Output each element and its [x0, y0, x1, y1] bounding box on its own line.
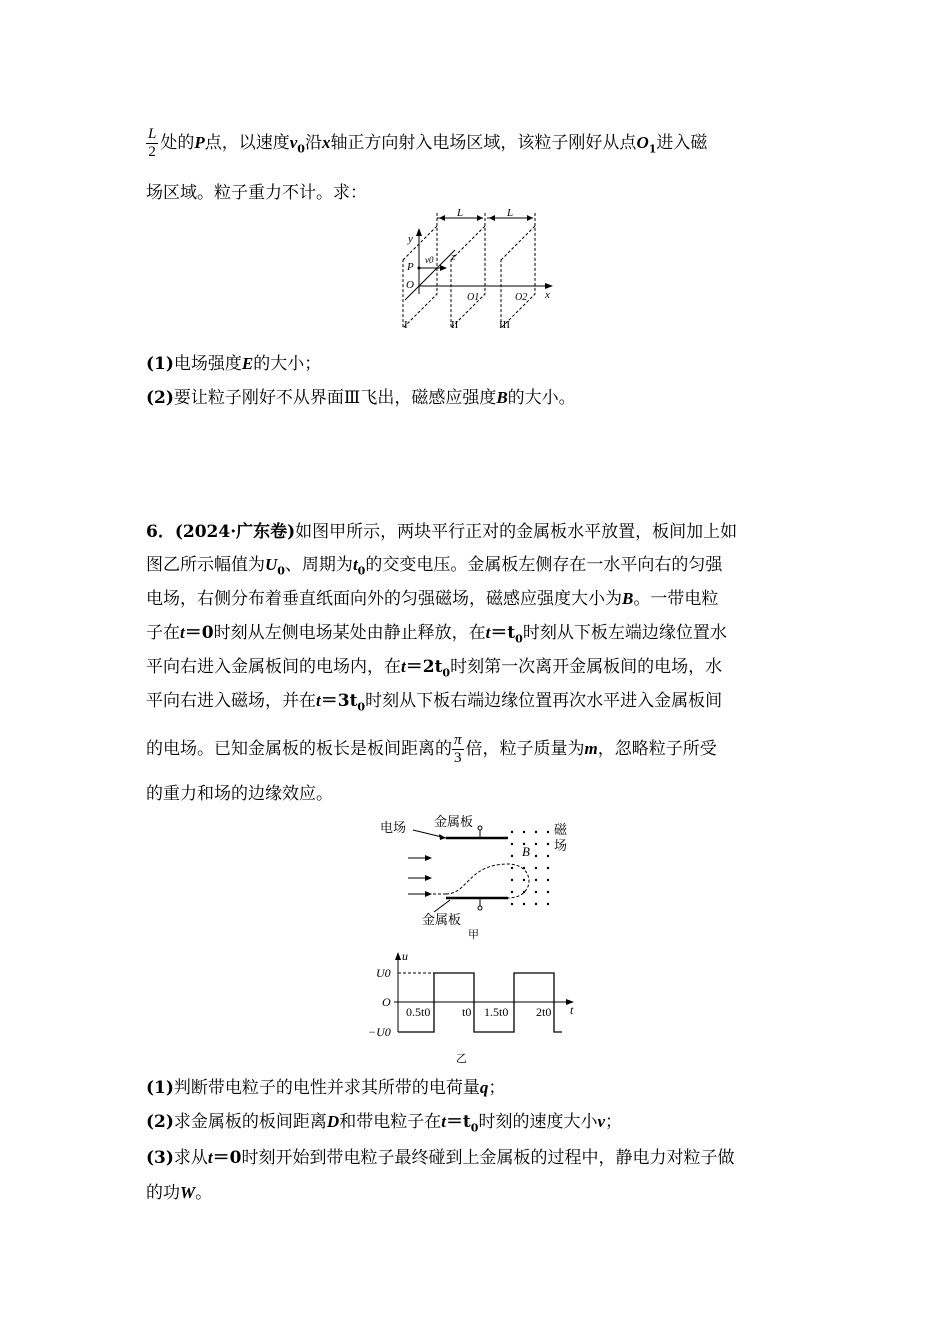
- p6-question-3-line2: 的功W。: [146, 1183, 213, 1203]
- label-efield: 电场: [380, 821, 407, 836]
- negU0-label: −U0: [368, 1025, 391, 1039]
- p6-line1: 6．(2024·广东卷)如图甲所示，两块平行正对的金属板水平放置，板间加上如: [146, 522, 738, 542]
- fig-jia-diagram: [378, 812, 578, 940]
- label-O: O: [406, 279, 414, 291]
- axis-t-label: t: [570, 1003, 574, 1017]
- label-P: P: [407, 261, 414, 273]
- magnetic-field-dots: [511, 831, 549, 905]
- p6-line4: 子在t＝0时刻从左侧电场某处由静止释放，在$t=t_0$时刻从下板左端边缘位置水: [146, 623, 727, 646]
- p6-question-3: (3)求从t＝0时刻开始到带电粒子最终碰到上金属板的过程中，静电力对粒子做: [146, 1148, 735, 1168]
- U0-label: U0: [376, 966, 391, 980]
- tick-0.5t0: 0.5t0: [406, 1005, 431, 1019]
- label-plate-bottom: 金属板: [422, 913, 462, 928]
- label-v0: v0: [425, 255, 434, 265]
- tick-t0: t0: [462, 1005, 472, 1019]
- p6-line8: 的重力和场的边缘效应。: [146, 784, 333, 804]
- label-O1: O1: [467, 292, 480, 303]
- label-z: z: [451, 251, 456, 263]
- label-L1: L: [457, 208, 464, 219]
- label-L2: L: [507, 208, 514, 219]
- label-mag-2: 场: [554, 839, 568, 854]
- p6-line7: 的电场。已知金属板的板长是板间距离的 $\frac{\pi}{3}$ 倍，粒子质量为m，忽略粒子所受: [146, 732, 717, 766]
- p6-line2: 图乙所示幅值为$U_0$、周期为$t_0$的交变电压。金属板左侧存在一水平向右的匀强: [146, 555, 723, 578]
- caption-jia: 甲: [468, 928, 479, 940]
- label-plate-top: 金属板: [434, 815, 474, 830]
- fraction-pi-over-3: $\frac{\pi}{3}$: [454, 732, 462, 766]
- p6-line5: 平向右进入金属板间的电场内，在$t=2t_0$时刻第一次离开金属板间的电场，水: [146, 657, 723, 680]
- fig-yi-voltage-graph: [366, 950, 580, 1068]
- p6-question-2: (2)求金属板的板间距离D和带电粒子在$t=t_0$时刻的速度大小v；: [146, 1112, 622, 1135]
- p5-question-1: (1)电场强度E的大小；: [146, 354, 322, 374]
- p5-intro-line2: 场区域。粒子重力不计。求：: [146, 183, 367, 203]
- p5-intro-line1: $\frac{L}{2}$ 处的P点，以速度$v_0$沿x轴正方向射入电场区域，该粒子刚好从点$O_1$进入磁: [148, 126, 708, 160]
- label-B: B: [522, 844, 530, 859]
- axis-u-label: u: [402, 950, 408, 963]
- label-O2: O2: [515, 292, 528, 303]
- p5-field-diagram: [395, 208, 560, 340]
- label-plane-II: II: [451, 319, 459, 331]
- p6-line3: 电场，右侧分布着垂直纸面向外的匀强磁场，磁感应强度大小为B。一带电粒: [146, 589, 719, 609]
- origin-label: O: [382, 995, 391, 1009]
- p6-line6: 平向右进入磁场，并在$t=3t_0$时刻从下板右端边缘位置再次水平进入金属板间: [146, 691, 723, 714]
- label-y: y: [408, 233, 413, 245]
- caption-yi: 乙: [456, 1052, 467, 1065]
- p6-question-1: (1)判断带电粒子的电性并求其所带的电荷量q；: [146, 1078, 506, 1098]
- label-x: x: [545, 289, 550, 301]
- label-mag-1: 磁: [554, 823, 568, 838]
- tick-2t0: 2t0: [536, 1005, 552, 1019]
- tick-1.5t0: 1.5t0: [484, 1005, 509, 1019]
- fraction-L-over-2: $\frac{L}{2}$: [148, 126, 157, 160]
- label-plane-III: III: [499, 319, 510, 331]
- p5-question-2: (2)要让粒子刚好不从界面Ⅲ飞出，磁感应强度B的大小。: [146, 388, 576, 408]
- label-plane-I: I: [404, 319, 408, 331]
